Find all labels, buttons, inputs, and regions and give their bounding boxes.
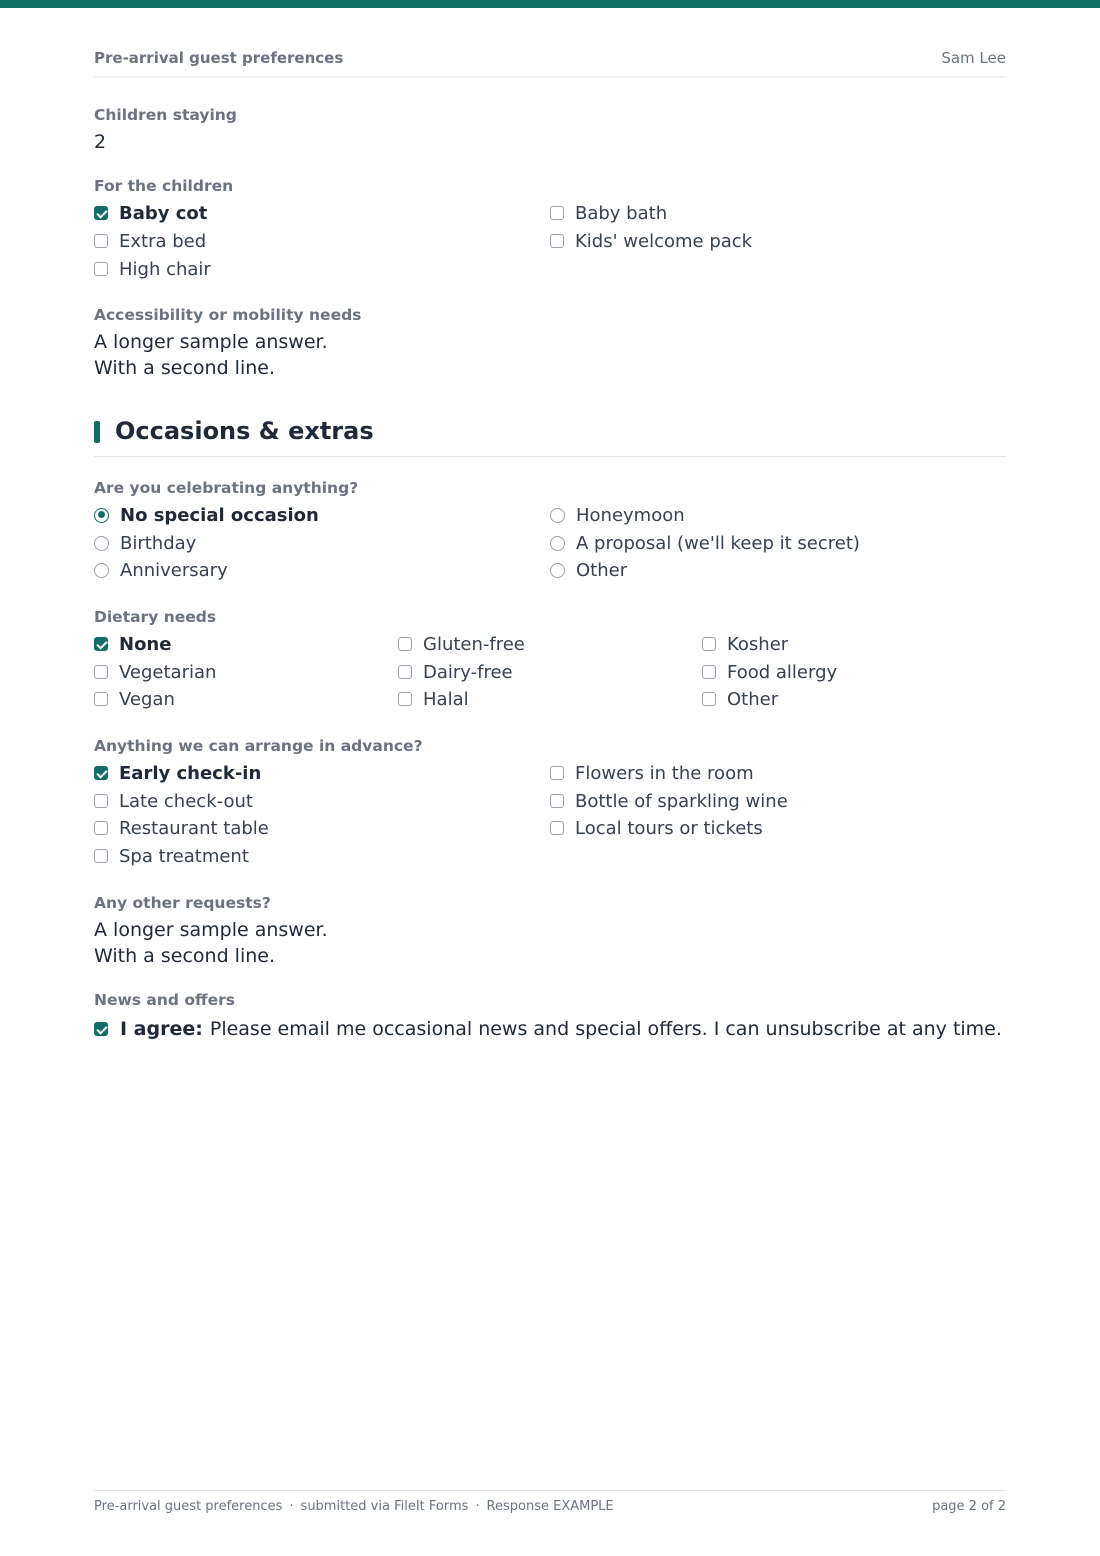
checkbox[interactable] <box>94 665 108 679</box>
other-requests-field <box>94 893 1006 969</box>
option-label: Local tours or tickets <box>575 817 763 839</box>
radio-button[interactable] <box>550 508 565 523</box>
document-title: Pre-arrival guest preferences <box>94 49 344 67</box>
footer-via: submitted via FileIt Forms <box>300 1499 469 1514</box>
checkbox[interactable] <box>550 794 564 808</box>
consent-text: Please email me occasional news and special offers. I can unsubscribe at any time. <box>209 1018 1002 1040</box>
top-accent-bar <box>0 0 1100 8</box>
radio-proposal[interactable] <box>550 531 860 555</box>
option-label: Late check-out <box>119 790 253 812</box>
option-label: No special occasion <box>120 504 319 526</box>
checkbox[interactable] <box>550 234 564 248</box>
news-field <box>94 990 1006 1010</box>
checkbox[interactable] <box>94 692 108 706</box>
option-local-tours[interactable] <box>550 816 763 840</box>
option-label: Birthday <box>120 532 197 554</box>
option-flowers-in-room[interactable] <box>550 761 754 785</box>
checkbox[interactable] <box>550 766 564 780</box>
arrange-label: Anything we can arrange in advance? <box>94 737 423 755</box>
accessibility-label: Accessibility or mobility needs <box>94 306 362 324</box>
radio-other[interactable] <box>550 558 627 582</box>
checkbox[interactable] <box>702 665 716 679</box>
checkbox[interactable] <box>94 794 108 808</box>
answer-line-2: With a second line. <box>94 357 275 379</box>
option-label: A proposal (we'll keep it secret) <box>576 532 860 554</box>
arrange-field <box>94 736 1006 871</box>
option-label: Halal <box>423 688 469 710</box>
option-none[interactable] <box>94 632 171 656</box>
option-label: High chair <box>119 258 211 280</box>
checkbox[interactable] <box>94 262 108 276</box>
option-kids-welcome-pack[interactable] <box>550 229 752 253</box>
checkbox[interactable] <box>94 821 108 835</box>
section-title: Occasions & extras <box>115 417 374 445</box>
option-vegan[interactable] <box>94 687 175 711</box>
option-early-check-in[interactable] <box>94 761 261 785</box>
option-label: None <box>119 633 172 655</box>
option-label: Gluten-free <box>423 633 525 655</box>
checkbox[interactable] <box>702 692 716 706</box>
checkbox[interactable] <box>94 234 108 248</box>
section-accent-bar <box>94 421 100 443</box>
option-dairy-free[interactable] <box>398 660 513 684</box>
for-children-label: For the children <box>94 177 234 195</box>
option-baby-bath[interactable] <box>550 201 667 225</box>
other-requests-label: Any other requests? <box>94 894 271 912</box>
accessibility-field <box>94 305 1006 381</box>
section-header-occasions <box>94 418 1006 457</box>
respondent-name: Sam Lee <box>941 49 1006 67</box>
option-spa-treatment[interactable] <box>94 844 249 868</box>
option-label: Other <box>727 688 779 710</box>
checkbox[interactable] <box>550 821 564 835</box>
for-children-field <box>94 176 1006 286</box>
page-header <box>94 48 1006 78</box>
footer-separator: · <box>475 1499 480 1514</box>
answer-line-1: A longer sample answer. <box>94 331 328 353</box>
footer-text <box>94 1499 614 1514</box>
radio-button[interactable] <box>550 536 565 551</box>
option-food-allergy[interactable] <box>702 660 837 684</box>
option-label: Spa treatment <box>119 845 249 867</box>
consent-checkbox[interactable] <box>94 1022 108 1036</box>
news-consent[interactable] <box>94 1016 1002 1042</box>
footer-form-name: Pre-arrival guest preferences <box>94 1499 283 1514</box>
dietary-label: Dietary needs <box>94 608 217 626</box>
radio-button[interactable] <box>94 536 109 551</box>
radio-no-special-occasion[interactable] <box>94 503 319 527</box>
option-sparkling-wine[interactable] <box>550 789 788 813</box>
news-label: News and offers <box>94 991 235 1009</box>
option-kosher[interactable] <box>702 632 788 656</box>
page-number: page 2 of 2 <box>932 1499 1006 1514</box>
checkbox[interactable] <box>702 637 716 651</box>
dietary-field <box>94 607 1006 717</box>
children-staying-value: 2 <box>94 131 107 153</box>
children-staying-field <box>94 105 1006 155</box>
option-label: Baby cot <box>119 202 208 224</box>
other-requests-answer <box>94 917 1006 969</box>
celebrating-field <box>94 478 1006 588</box>
checkbox[interactable] <box>94 206 108 220</box>
answer-line-2: With a second line. <box>94 945 275 967</box>
radio-anniversary[interactable] <box>94 558 228 582</box>
option-restaurant-table[interactable] <box>94 816 269 840</box>
option-label: Kids' welcome pack <box>575 230 753 252</box>
option-high-chair[interactable] <box>94 257 211 281</box>
option-label: Anniversary <box>120 559 228 581</box>
radio-birthday[interactable] <box>94 531 196 555</box>
option-gluten-free[interactable] <box>398 632 525 656</box>
accessibility-answer <box>94 329 1006 381</box>
radio-button[interactable] <box>94 563 109 578</box>
option-label: Early check-in <box>119 762 262 784</box>
option-other[interactable] <box>702 687 778 711</box>
option-label: Restaurant table <box>119 817 269 839</box>
option-label: Extra bed <box>119 230 207 252</box>
answer-line-1: A longer sample answer. <box>94 919 328 941</box>
children-staying-label: Children staying <box>94 106 237 124</box>
page-footer <box>94 1490 1006 1521</box>
radio-honeymoon[interactable] <box>550 503 685 527</box>
option-label: Honeymoon <box>576 504 685 526</box>
option-baby-cot[interactable] <box>94 201 207 225</box>
option-label: Bottle of sparkling wine <box>575 790 788 812</box>
option-halal[interactable] <box>398 687 469 711</box>
option-label: Kosher <box>727 633 789 655</box>
option-label: Other <box>576 559 628 581</box>
option-extra-bed[interactable] <box>94 229 206 253</box>
footer-response: Response EXAMPLE <box>486 1499 614 1514</box>
checkbox[interactable] <box>94 766 108 780</box>
checkbox[interactable] <box>94 637 108 651</box>
radio-button[interactable] <box>550 563 565 578</box>
option-label: Baby bath <box>575 202 668 224</box>
option-vegetarian[interactable] <box>94 660 216 684</box>
checkbox[interactable] <box>94 849 108 863</box>
option-label: Vegan <box>119 688 175 710</box>
option-label: Flowers in the room <box>575 762 754 784</box>
option-late-check-out[interactable] <box>94 789 253 813</box>
checkbox[interactable] <box>398 637 412 651</box>
radio-button[interactable] <box>94 508 109 523</box>
option-label: Vegetarian <box>119 661 217 683</box>
option-label: Dairy-free <box>423 661 513 683</box>
option-label: Food allergy <box>727 661 838 683</box>
consent-agree: I agree: <box>120 1018 203 1040</box>
footer-separator: · <box>289 1499 294 1514</box>
celebrating-label: Are you celebrating anything? <box>94 479 359 497</box>
checkbox[interactable] <box>398 665 412 679</box>
checkbox[interactable] <box>550 206 564 220</box>
checkbox[interactable] <box>398 692 412 706</box>
